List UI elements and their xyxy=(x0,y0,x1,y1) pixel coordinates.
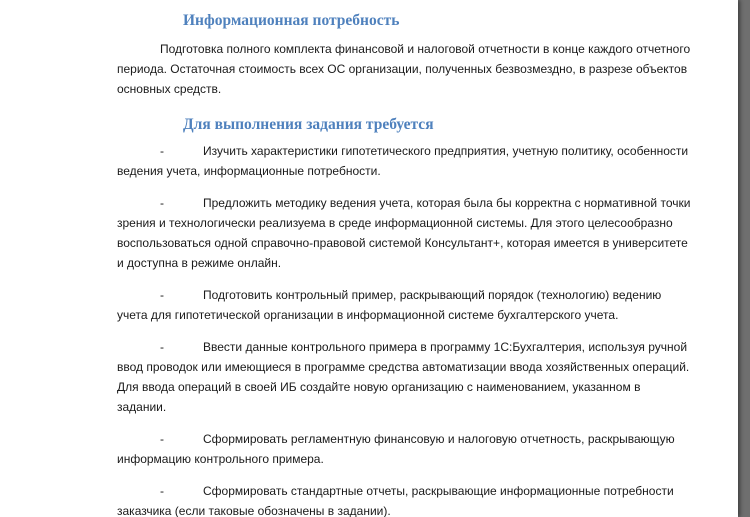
list-item xyxy=(117,337,692,417)
list-item-text: Сформировать регламентную финансовую и налоговую отчетность, раскрывающую информацию контрольного примера. xyxy=(117,432,675,466)
list-bullet: - xyxy=(160,288,164,302)
list-item-text: Ввести данные контрольного примера в программу 1С:Бухгалтерия, используя ручной ввод проводок или имеющиеся в программе средства автоматизации ввода хозяйственных операций. Для ввода операций в своей ИБ создайте новую организацию с наименованием, указанном в задании. xyxy=(117,340,690,414)
intro-paragraph: Подготовка полного комплекта финансовой и налоговой отчетности в конце каждого отчетного периода. Остаточная стоимость всех ОС организации, полученных безвозмездно, в разрезе объектов основных средств. xyxy=(117,42,691,96)
list-bullet: - xyxy=(160,340,164,354)
list-bullet: - xyxy=(160,484,164,498)
list-item xyxy=(117,429,692,469)
list-item xyxy=(117,481,692,517)
list-bullet: - xyxy=(160,432,164,446)
list-bullet: - xyxy=(160,144,164,158)
section-heading-information-need: Информационная потребность xyxy=(183,12,400,29)
list-bullet: - xyxy=(160,196,164,210)
list-item-text: Предложить методику ведения учета, которая была бы корректна с нормативной точки зрения и технологически реализуема в среде информационной системы. Для этого целесообразно воспользоваться одной справочно-правовой системой Консультант+, которая имеется в университете и доступна в режиме онлайн. xyxy=(117,196,691,270)
requirements-list xyxy=(117,141,692,517)
list-item-text: Изучить характеристики гипотетического предприятия, учетную политику, особенности ведения учета, информационные потребности. xyxy=(117,144,689,178)
list-item xyxy=(117,141,692,181)
list-item xyxy=(117,193,692,273)
list-item-text: Сформировать стандартные отчеты, раскрывающие информационные потребности заказчика (если таковые обозначены в задании). xyxy=(117,484,674,517)
document-content xyxy=(117,0,692,517)
section-heading-requirements: Для выполнения задания требуется xyxy=(183,116,434,133)
list-item xyxy=(117,285,692,325)
list-item-text: Подготовить контрольный пример, раскрывающий порядок (технологию) ведению учета для гипотетической организации в информационной системе бухгалтерского учета. xyxy=(117,288,662,322)
